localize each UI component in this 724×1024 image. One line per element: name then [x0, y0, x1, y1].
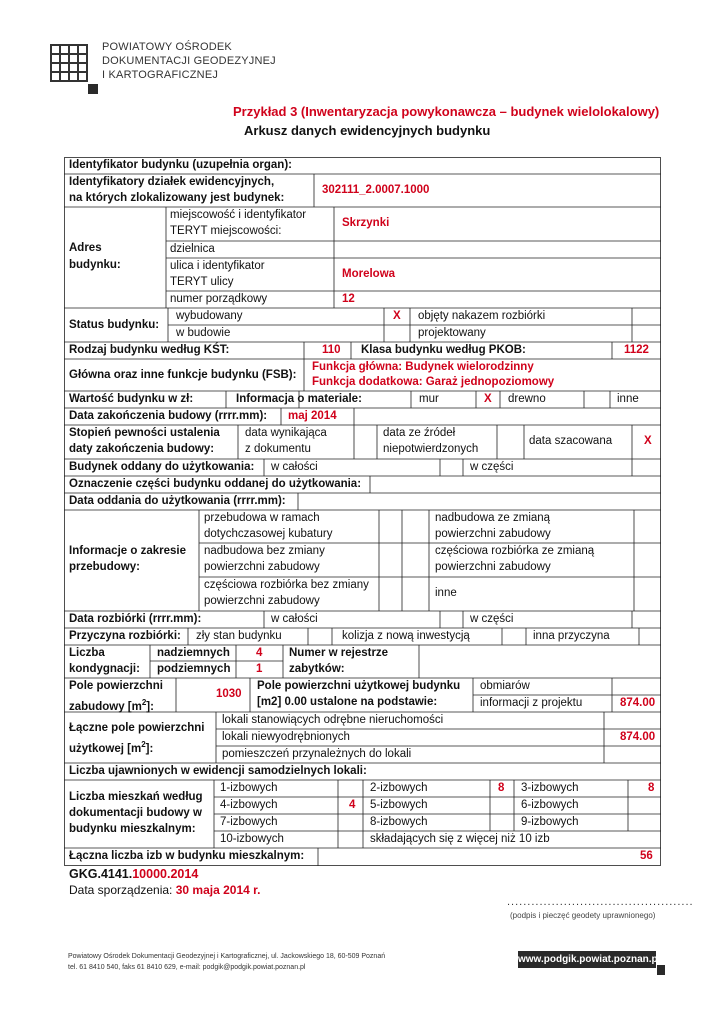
apartments-label: Liczba mieszkań według	[69, 791, 203, 803]
material-wood-label: drewno	[508, 393, 546, 405]
rebuild-d-label: nadbudowa ze zmianą	[435, 512, 551, 524]
footprint-label: Pole powierzchni	[69, 680, 163, 692]
certainty-document-label-2: z dokumentu	[245, 443, 311, 455]
storeys-label-2: kondygnacji:	[69, 663, 140, 675]
status-built-mark[interactable]: X	[393, 310, 401, 322]
status-planned-label: projektowany	[418, 327, 486, 339]
rebuild-label: Informacje o zakresie	[69, 545, 186, 557]
rebuild-a-label: przebudowa w ramach	[204, 512, 320, 524]
certainty-estimated-mark[interactable]: X	[644, 435, 652, 447]
storeys-below-value[interactable]: 1	[256, 663, 263, 675]
storeys-label: Liczba	[69, 647, 105, 659]
demolition-whole-label: w całości	[271, 613, 318, 625]
part-designation-label: Oznaczenie części budynku oddanej do użytkowania:	[69, 478, 362, 490]
building-id-field[interactable]	[314, 158, 660, 173]
institution-name: POWIATOWY OŚRODEK DOKUMENTACJI GEODEZYJNEJ I KARTOGRAFICZNEJ	[102, 41, 276, 81]
street-label-2: TERYT ulicy	[170, 276, 234, 288]
value-label: Wartość budynku w zł:	[69, 393, 194, 405]
parcel-ids-label: Identyfikatory działek ewidencyjnych,	[69, 176, 275, 188]
units-count-label: Liczba ujawnionych w ewidencji samodzielnych lokali:	[69, 765, 367, 777]
in-use-date-label: Data oddania do użytkowania (rrrr.mm):	[69, 495, 286, 507]
parcel-ids-label-2: na których zlokalizowany jest budynek:	[69, 192, 285, 204]
total-rooms-label: Łączna liczba izb w budynku mieszkalnym:	[69, 850, 305, 862]
material-masonry-mark[interactable]: X	[484, 393, 492, 405]
rebuild-e-label-2: powierzchni zabudowy	[435, 561, 551, 573]
usable-area-label: Pole powierzchni użytkowej budynku	[257, 680, 461, 692]
rooms-4-label: 4-izbowych	[220, 799, 278, 811]
building-data-form	[64, 157, 661, 866]
footprint-value[interactable]: 1030	[216, 688, 242, 700]
fsb-main-value[interactable]: Funkcja główna: Budynek wielorodzinny	[312, 361, 534, 373]
building-id-label: Identyfikator budynku (uzupełnia organ):	[69, 159, 292, 171]
rooms-8-label: 8-izbowych	[370, 816, 428, 828]
footer-corner-mark	[657, 965, 665, 975]
basis-project-value[interactable]: 874.00	[620, 697, 656, 709]
non-separated-units-value[interactable]: 874.00	[620, 731, 656, 743]
rooms-4-value[interactable]: 4	[349, 799, 356, 811]
institution-logo-icon	[50, 44, 88, 82]
case-number: GKG.4141.10000.2014	[69, 867, 199, 881]
status-under-construction-label: w budowie	[176, 327, 231, 339]
heritage-register-label-2: zabytków:	[289, 663, 345, 675]
certainty-document-label: data wynikająca	[245, 427, 327, 439]
reason-other-label: inna przyczyna	[533, 630, 610, 642]
house-number-label: numer porządkowy	[170, 293, 268, 305]
certainty-label: Stopień pewności ustalenia	[69, 427, 220, 439]
rooms-3-label: 3-izbowych	[521, 782, 579, 794]
street-label: ulica i identyfikator	[170, 260, 265, 272]
total-area-label: Łączne pole powierzchni	[69, 722, 205, 734]
material-masonry-label: mur	[419, 393, 439, 405]
in-use-whole-label: w całości	[271, 461, 318, 473]
example-title: Przykład 3 (Inwentaryzacja powykonawcza – budynek wielolokalowy)	[233, 104, 660, 119]
rooms-10-label: 10-izbowych	[220, 833, 284, 845]
form-subtitle: Arkusz danych ewidencyjnych budynku	[244, 123, 491, 138]
rebuild-e-label: częściowa rozbiórka ze zmianą	[435, 545, 595, 557]
completion-date-value[interactable]: maj 2014	[288, 410, 337, 422]
rooms-1-label: 1-izbowych	[220, 782, 278, 794]
logo-corner-mark	[88, 84, 98, 94]
total-rooms-value[interactable]: 56	[640, 850, 653, 862]
certainty-unconfirmed-label: data ze źródeł	[383, 427, 456, 439]
pkob-value[interactable]: 1122	[624, 344, 649, 356]
footer-website-link[interactable]: www.podgik.powiat.poznan.pl	[518, 951, 656, 968]
status-demolition-order-label: objęty nakazem rozbiórki	[418, 310, 546, 322]
certainty-label-2: daty zakończenia budowy:	[69, 443, 215, 455]
material-label: Informacja o materiale:	[236, 393, 362, 405]
heritage-register-label: Numer w rejestrze	[289, 647, 389, 659]
footer-contact: tel. 61 8410 540, faks 61 8410 629, e-mail: podgik@podgik.powiat.poznan.pl	[68, 964, 306, 971]
rooms-5-label: 5-izbowych	[370, 799, 428, 811]
non-separated-units-label: lokali niewyodrębnionych	[222, 731, 350, 743]
locality-value[interactable]: Skrzynki	[342, 217, 390, 229]
in-use-part-label: w części	[470, 461, 514, 473]
ancillary-rooms-label: pomieszczeń przynależnych do lokali	[222, 748, 412, 760]
separate-units-label: lokali stanowiących odrębne nieruchomości	[222, 714, 444, 726]
signature-caption: (podpis i pieczęć geodety uprawnionego)	[510, 911, 656, 920]
rebuild-d-label-2: powierzchni zabudowy	[435, 528, 551, 540]
rebuild-b-label-2: powierzchni zabudowy	[204, 561, 320, 573]
rooms-6-label: 6-izbowych	[521, 799, 579, 811]
completion-date-label: Data zakończenia budowy (rrrr.mm):	[69, 410, 268, 422]
material-other-label: inne	[617, 393, 639, 405]
demolition-reason-label: Przyczyna rozbiórki:	[69, 630, 181, 642]
parcel-ids-value[interactable]: 302111_2.0007.1000	[322, 184, 430, 196]
preparation-date: Data sporządzenia: 30 maja 2014 r.	[69, 883, 261, 897]
certainty-unconfirmed-label-2: niepotwierdzonych	[383, 443, 479, 455]
rooms-2-value[interactable]: 8	[498, 782, 505, 794]
rebuild-c-label: częściowa rozbiórka bez zmiany	[204, 579, 369, 591]
footer-address: Powiatowy Ośrodek Dokumentacji Geodezyjnej i Kartograficznej, ul. Jackowskiego 18, 60-509 Poznań	[68, 953, 386, 960]
reason-bad-condition-label: zły stan budynku	[196, 630, 282, 642]
total-area-label-2: użytkowej $[m^2]$:	[69, 740, 154, 755]
certainty-estimated-label: data szacowana	[529, 435, 613, 447]
in-use-label: Budynek oddany do użytkowania:	[69, 461, 255, 473]
rebuild-label-2: przebudowy:	[69, 561, 140, 573]
rebuild-f-label: inne	[435, 587, 457, 599]
district-label: dzielnica	[170, 243, 215, 255]
demolition-date-label: Data rozbiórki (rrrr.mm):	[69, 613, 202, 625]
address-label-2: budynku:	[69, 259, 121, 271]
signature-line: ..............................................	[507, 896, 694, 908]
pkob-label: Klasa budynku według PKOB:	[361, 344, 526, 356]
apartments-label-2: dokumentacji budowy w	[69, 807, 202, 819]
footprint-label-2: zabudowy $[m^2]$:	[69, 698, 154, 713]
storeys-above-label: nadziemnych	[157, 647, 230, 659]
house-number-value[interactable]: 12	[342, 293, 355, 305]
street-value[interactable]: Morelowa	[342, 268, 396, 280]
apartments-label-3: budynku mieszkalnym:	[69, 823, 196, 835]
rebuild-a-label-2: dotychczasowej kubatury	[204, 528, 333, 540]
status-label: Status budynku:	[69, 319, 160, 331]
basis-measurement-label: obmiarów	[480, 680, 530, 692]
rebuild-c-label-2: powierzchni zabudowy	[204, 595, 320, 607]
rooms-3-value[interactable]: 8	[648, 782, 655, 794]
rooms-9-label: 9-izbowych	[521, 816, 579, 828]
address-label: Adres	[69, 242, 102, 254]
demolition-part-label: w części	[470, 613, 514, 625]
fsb-label: Główna oraz inne funkcje budynku (FSB):	[69, 369, 297, 381]
fsb-extra-value[interactable]: Funkcja dodatkowa: Garaż jednopoziomowy	[312, 376, 555, 388]
usable-area-label-2: [m2] 0.00 ustalone na podstawie:	[257, 696, 438, 708]
kst-label: Rodzaj budynku według KŚT:	[69, 344, 230, 356]
rooms-7-label: 7-izbowych	[220, 816, 278, 828]
locality-label: miejscowość i identyfikator	[170, 209, 307, 221]
rooms-2-label: 2-izbowych	[370, 782, 428, 794]
status-built-label: wybudowany	[176, 310, 243, 322]
basis-project-label: informacji z projektu	[480, 697, 583, 709]
rebuild-b-label: nadbudowa bez zmiany	[204, 545, 325, 557]
storeys-above-value[interactable]: 4	[256, 647, 263, 659]
reason-collision-label: kolizja z nową inwestycją	[342, 630, 470, 642]
locality-label-2: TERYT miejscowości:	[170, 225, 282, 237]
storeys-below-label: podziemnych	[157, 663, 231, 675]
kst-value[interactable]: 110	[322, 344, 341, 356]
rooms-more-label: składających się z więcej niż 10 izb	[370, 833, 550, 845]
